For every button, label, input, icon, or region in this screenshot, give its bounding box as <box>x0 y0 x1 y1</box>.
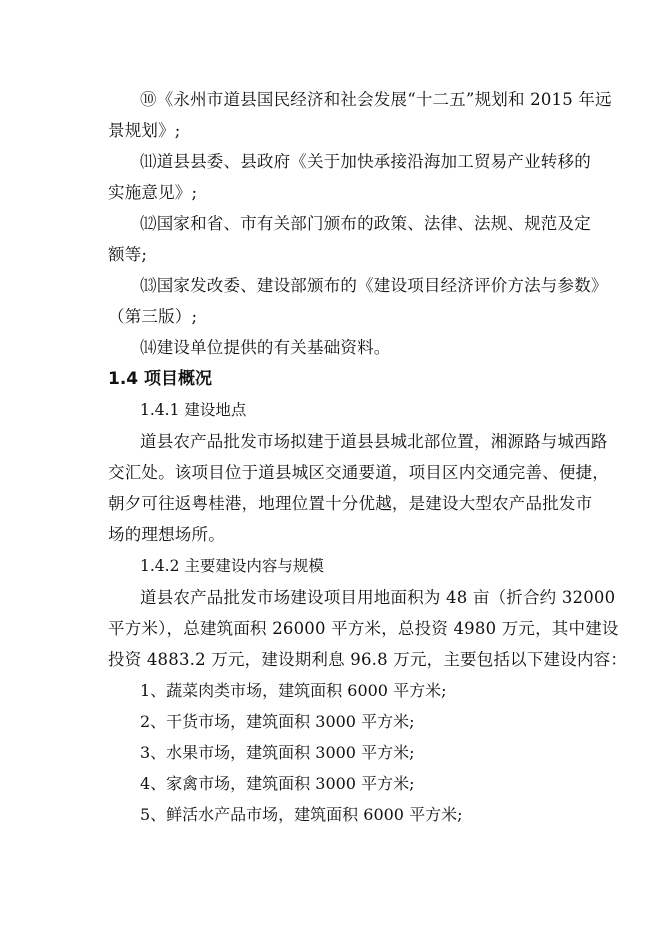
reference-item-13: ⒀国家发改委、建设部颁布的《建设项目经济评价方法与参数》 <box>140 276 608 295</box>
list-item: 5、鲜活水产品市场，建筑面积 6000 平方米; <box>140 805 463 824</box>
paragraph-scope-line-2: 平方米），总建筑面积 26000 平方米，总投资 4980 万元，其中建设 <box>108 619 619 638</box>
list-item: 3、水果市场，建筑面积 3000 平方米; <box>140 743 415 762</box>
reference-item-11: ⑾道县县委、县政府《关于加快承接沿海加工贸易产业转移的 <box>140 152 591 171</box>
subsection-heading-scope: 1.4.2 主要建设内容与规模 <box>140 557 324 575</box>
list-item: 1、蔬菜肉类市场，建筑面积 6000 平方米; <box>140 681 447 700</box>
list-item: 2、干货市场，建筑面积 3000 平方米; <box>140 712 415 731</box>
reference-item-12: ⑿国家和省、市有关部门颁布的政策、法律、法规、规范及定 <box>140 214 591 233</box>
reference-item-10-cont: 景规划》; <box>108 121 181 140</box>
reference-item-13-cont: （第三版）; <box>108 307 198 326</box>
section-heading: 1.4 项目概况 <box>108 369 213 389</box>
reference-item-12-cont: 额等; <box>108 245 148 264</box>
paragraph-location-line-3: 朝夕可往返粤桂港，地理位置十分优越，是建设大型农产品批发市 <box>108 494 593 513</box>
list-item: 4、家禽市场，建筑面积 3000 平方米; <box>140 774 415 793</box>
paragraph-scope-line-3: 投资 4883.2 万元，建设期利息 96.8 万元，主要包括以下建设内容： <box>108 650 628 669</box>
paragraph-location-line-1: 道县农产品批发市场拟建于道县县城北部位置，湘源路与城西路 <box>140 432 608 451</box>
paragraph-location-line-4: 场的理想场所。 <box>108 525 225 544</box>
reference-item-10: ⑩《永州市道县国民经济和社会发展“十二五”规划和 2015 年远 <box>140 90 612 109</box>
subsection-heading-location: 1.4.1 建设地点 <box>140 401 247 419</box>
paragraph-scope-line-1: 道县农产品批发市场建设项目用地面积为 48 亩（折合约 32000 <box>140 588 616 607</box>
paragraph-location-line-2: 交汇处。该项目位于道县城区交通要道，项目区内交通完善、便捷， <box>108 463 609 482</box>
reference-item-14: ⒁建设单位提供的有关基础资料。 <box>140 338 391 357</box>
reference-item-11-cont: 实施意见》; <box>108 183 198 202</box>
